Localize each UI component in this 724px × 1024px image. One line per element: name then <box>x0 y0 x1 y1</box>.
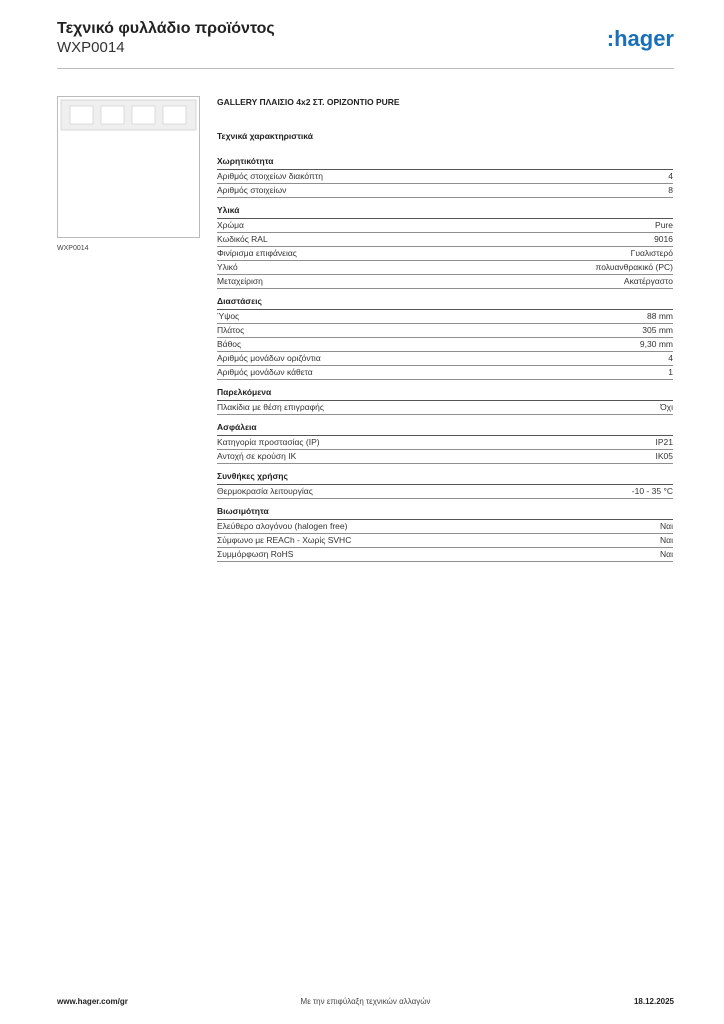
footer-date: 18.12.2025 <box>633 997 674 1006</box>
spec-label: Σύμφωνο με REACh - Χωρίς SVHC <box>217 535 352 545</box>
spec-value: Όχι <box>660 402 673 412</box>
page-footer <box>57 997 674 1011</box>
image-caption: WXP0014 <box>57 245 89 252</box>
spec-label: Βάθος <box>217 339 242 349</box>
product-image <box>57 96 200 238</box>
spec-row <box>217 436 673 450</box>
spec-row <box>217 184 673 198</box>
product-frame-image <box>58 97 199 237</box>
spec-label: Κωδικός RAL <box>217 234 268 244</box>
spec-row <box>217 520 673 534</box>
spec-row <box>217 324 673 338</box>
spec-section <box>217 156 673 198</box>
spec-value: 1 <box>668 367 673 377</box>
section-title: Βιωσιμότητα <box>217 506 673 520</box>
logo-text: :hager <box>606 26 674 51</box>
spec-value: 88 mm <box>647 311 673 321</box>
spec-row <box>217 233 673 247</box>
spec-label: Αριθμός μονάδων κάθετα <box>217 367 313 377</box>
spec-value: Ναι <box>660 521 673 531</box>
spec-row <box>217 534 673 548</box>
spec-label: Ύψος <box>217 311 240 321</box>
spec-row <box>217 401 673 415</box>
spec-sections <box>217 156 673 562</box>
spec-content <box>217 96 673 569</box>
spec-row <box>217 352 673 366</box>
spec-value: 305 mm <box>642 325 673 335</box>
spec-label: Ελεύθερο αλογόνου (halogen free) <box>217 521 348 531</box>
spec-value: πολυανθρακικό (PC) <box>595 262 673 272</box>
section-title: Υλικά <box>217 205 673 219</box>
document-code: WXP0014 <box>57 39 125 56</box>
spec-value: -10 - 35 °C <box>631 486 673 496</box>
spec-label: Αριθμός μονάδων οριζόντια <box>217 353 321 363</box>
footer-website-link[interactable]: www.hager.com/gr <box>57 997 128 1006</box>
spec-label: Αντοχή σε κρούση IK <box>217 451 297 461</box>
spec-row <box>217 275 673 289</box>
page-header <box>57 20 674 70</box>
section-title: Χωρητικότητα <box>217 156 673 170</box>
spec-value: Ακατέργαστο <box>623 276 673 286</box>
spec-row <box>217 261 673 275</box>
spec-row <box>217 310 673 324</box>
header-divider <box>57 68 674 69</box>
spec-value: 9,30 mm <box>639 339 673 349</box>
spec-label: Φινίρισμα επιφάνειας <box>217 248 297 258</box>
section-title: Συνθήκες χρήσης <box>217 471 673 485</box>
spec-label: Αριθμός στοιχείων διακόπτη <box>217 171 323 181</box>
spec-row <box>217 485 673 499</box>
spec-value: 8 <box>668 185 673 195</box>
footer-notice: Με την επιφύλαξη τεχνικών αλλαγών <box>300 997 431 1006</box>
spec-section <box>217 296 673 380</box>
spec-value: 9016 <box>654 234 673 244</box>
spec-row <box>217 247 673 261</box>
document-title: Τεχνικό φυλλάδιο προϊόντος <box>57 20 275 37</box>
spec-value: IP21 <box>655 437 673 447</box>
product-title: GALLERY ΠΛΑΙΣΙΟ 4x2 ΣΤ. ΟΡΙΖΟΝΤΙΟ PURE <box>217 97 400 107</box>
spec-value: Γυαλιστερό <box>630 248 673 258</box>
specs-heading: Τεχνικά χαρακτηριστικά <box>217 131 313 141</box>
hager-logo <box>594 24 674 54</box>
section-title: Παρελκόμενα <box>217 387 673 401</box>
spec-value: 4 <box>668 353 673 363</box>
spec-section <box>217 422 673 464</box>
spec-value: IK05 <box>655 451 673 461</box>
spec-row <box>217 548 673 562</box>
spec-label: Αριθμός στοιχείων <box>217 185 287 195</box>
spec-section <box>217 387 673 415</box>
spec-label: Κατηγορία προστασίας (IP) <box>217 437 320 447</box>
spec-label: Θερμοκρασία λειτουργίας <box>217 486 313 496</box>
spec-label: Μεταχείριση <box>217 276 263 286</box>
spec-value: Pure <box>655 220 673 230</box>
spec-row <box>217 219 673 233</box>
spec-section <box>217 205 673 289</box>
spec-section <box>217 506 673 562</box>
spec-label: Πλακίδια με θέση επιγραφής <box>217 402 324 412</box>
spec-value: Ναι <box>660 535 673 545</box>
section-title: Ασφάλεια <box>217 422 673 436</box>
spec-value: 4 <box>668 171 673 181</box>
spec-row <box>217 338 673 352</box>
spec-value: Ναι <box>660 549 673 559</box>
spec-row <box>217 366 673 380</box>
spec-label: Πλάτος <box>217 325 245 335</box>
spec-row <box>217 170 673 184</box>
section-title: Διαστάσεις <box>217 296 673 310</box>
spec-section <box>217 471 673 499</box>
spec-label: Υλικό <box>217 262 238 272</box>
spec-row <box>217 450 673 464</box>
spec-label: Συμμόρφωση RoHS <box>217 549 294 559</box>
spec-label: Χρώμα <box>217 220 244 230</box>
